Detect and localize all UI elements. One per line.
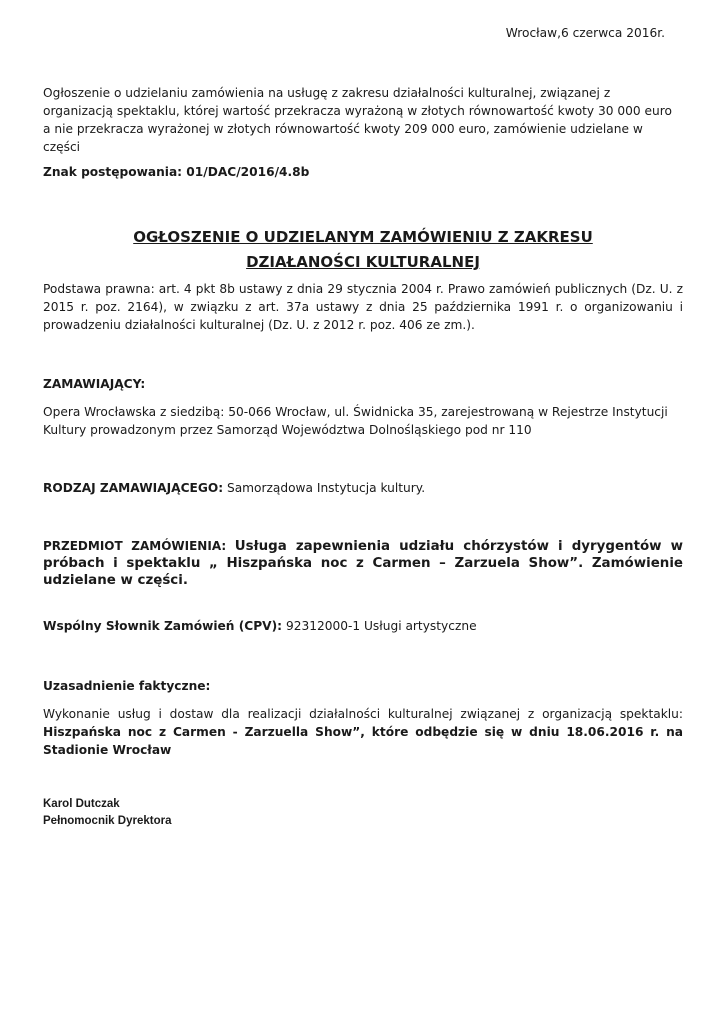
- justification-text-bold: Hiszpańska noc z Carmen - Zarzuella Show”, które odbędzie się w dniu 18.06.2016 r. na Stadionie Wrocław: [43, 725, 683, 757]
- subject-paragraph: [43, 538, 683, 589]
- intro-paragraph: Ogłoszenie o udzielaniu zamówienia na usługę z zakresu działalności kulturalnej, związanej z organizacją spektaklu, której wartość przekracza wyrażoną w złotych równowartość kwoty 30 000 euro a nie przekracza wyrażonej w złotych równowartość kwoty 209 000 euro, zamówienie udzielane w części: [43, 86, 672, 154]
- subject-text: Usługa zapewnienia udziału chórzystów i dyrygentów w próbach i spektaklu „ Hiszpańska noc z Carmen – Zarzuela Show”. Zamówienie udzielane w części.: [43, 539, 683, 588]
- title-line-2: DZIAŁANOŚCI KULTURALNEJ: [246, 253, 480, 271]
- contracting-type: [43, 479, 683, 497]
- subject-heading: PRZEDMIOT ZAMÓWIENIA:: [43, 539, 227, 553]
- signature-name: Karol Dutczak: [43, 798, 120, 810]
- justification-heading: Uzasadnienie faktyczne:: [43, 679, 211, 693]
- cpv-heading: Wspólny Słownik Zamówień (CPV):: [43, 619, 283, 633]
- cpv-value: 92312000-1 Usługi artystyczne: [285, 619, 477, 633]
- cpv-line: [43, 617, 683, 635]
- contracting-text: Opera Wrocławska z siedzibą: 50-066 Wrocław, ul. Świdnicka 35, zarejestrowaną w Rejestrze Instytucji Kultury prowadzonym przez Samorząd Województwa Dolnośląskiego pod nr 110: [43, 405, 668, 437]
- contracting-type-heading: RODZAJ ZAMAWIAJĄCEGO:: [43, 481, 224, 495]
- justification-paragraph: [43, 705, 683, 759]
- contracting-heading: ZAMAWIAJĄCY:: [43, 377, 146, 391]
- signature-role: Pełnomocnik Dyrektora: [43, 815, 172, 827]
- title-line-1: OGŁOSZENIE O UDZIELANYM ZAMÓWIENIU Z ZAKRESU: [133, 228, 593, 246]
- legal-basis-paragraph: Podstawa prawna: art. 4 pkt 8b ustawy z dnia 29 stycznia 2004 r. Prawo zamówień publicznych (Dz. U. z 2015 r. poz. 2164), w związku z art. 37a ustawy z dnia 25 października 1991 r. o organizowaniu i prowadzeniu działalności kulturalnej (Dz. U. z 2012 r. poz. 406 ze zm.).: [43, 282, 683, 332]
- contracting-type-value: Samorządowa Instytucja kultury.: [226, 481, 426, 495]
- document-date: Wrocław,6 czerwca 2016r.: [505, 26, 665, 40]
- case-number: Znak postępowania: 01/DAC/2016/4.8b: [43, 165, 310, 179]
- justification-text: Wykonanie usług i dostaw dla realizacji działalności kulturalnej związanej z organizacją spektaklu:: [43, 707, 683, 721]
- document-title: [43, 225, 683, 275]
